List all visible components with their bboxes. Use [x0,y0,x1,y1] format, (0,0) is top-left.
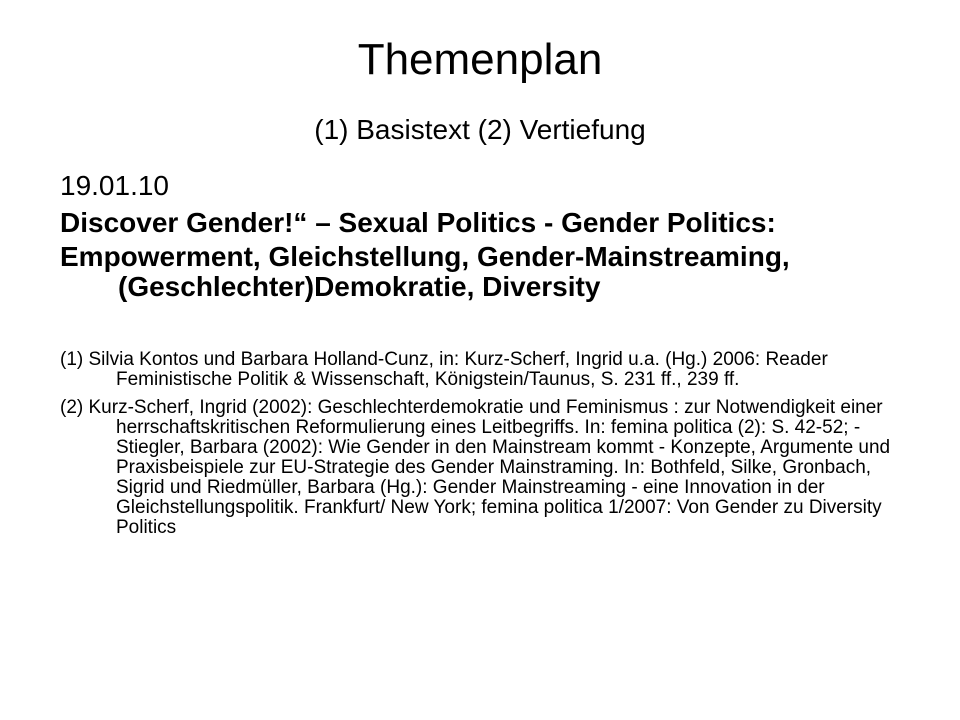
slide-content [60,168,920,546]
reference-vertiefung: (2) Kurz-Scherf, Ingrid (2002): Geschlechterdemokratie und Feminismus : zur Notwendigkeit einer herrschaftskritischen Reformulierung eines Leitbegriffs. In: femina politica (2): S. 42-52; - Stiegler, Barbara (2002): Wie Gender in den Mainstream kommt - Konzepte, Argumente und Praxisbeispiele zur EU-Strategie des Gender Mainstraming. In: Bothfeld, Silke, Gronbach, Sigrid und Riedmüller, Barbara (Hg.): Gender Mainstreaming - eine Innovation in der Gleichstellungspolitik. Frankfurt/ New York; femina politica 1/2007: Von Gender zu Diversity Politics [60,397,891,538]
slide-title: Themenplan [357,35,603,84]
reference-list [60,350,920,538]
session-date: 19.01.10 [60,170,169,201]
reference-basistext: (1) Silvia Kontos und Barbara Holland-Cunz, in: Kurz-Scherf, Ingrid u.a. (Hg.) 2006: Reader Feministische Politik & Wissenschaft, Königstein/Taunus, S. 231 ff., 239 ff. [60,349,828,390]
topic-heading-2: Empowerment, Gleichstellung, Gender-Mainstreaming, (Geschlechter)Demokratie, Diversity [60,241,790,302]
slide-subtitle: (1) Basistext (2) Vertiefung [314,114,646,145]
topic-heading-1: Discover Gender!“ – Sexual Politics - Gender Politics: [60,207,776,238]
